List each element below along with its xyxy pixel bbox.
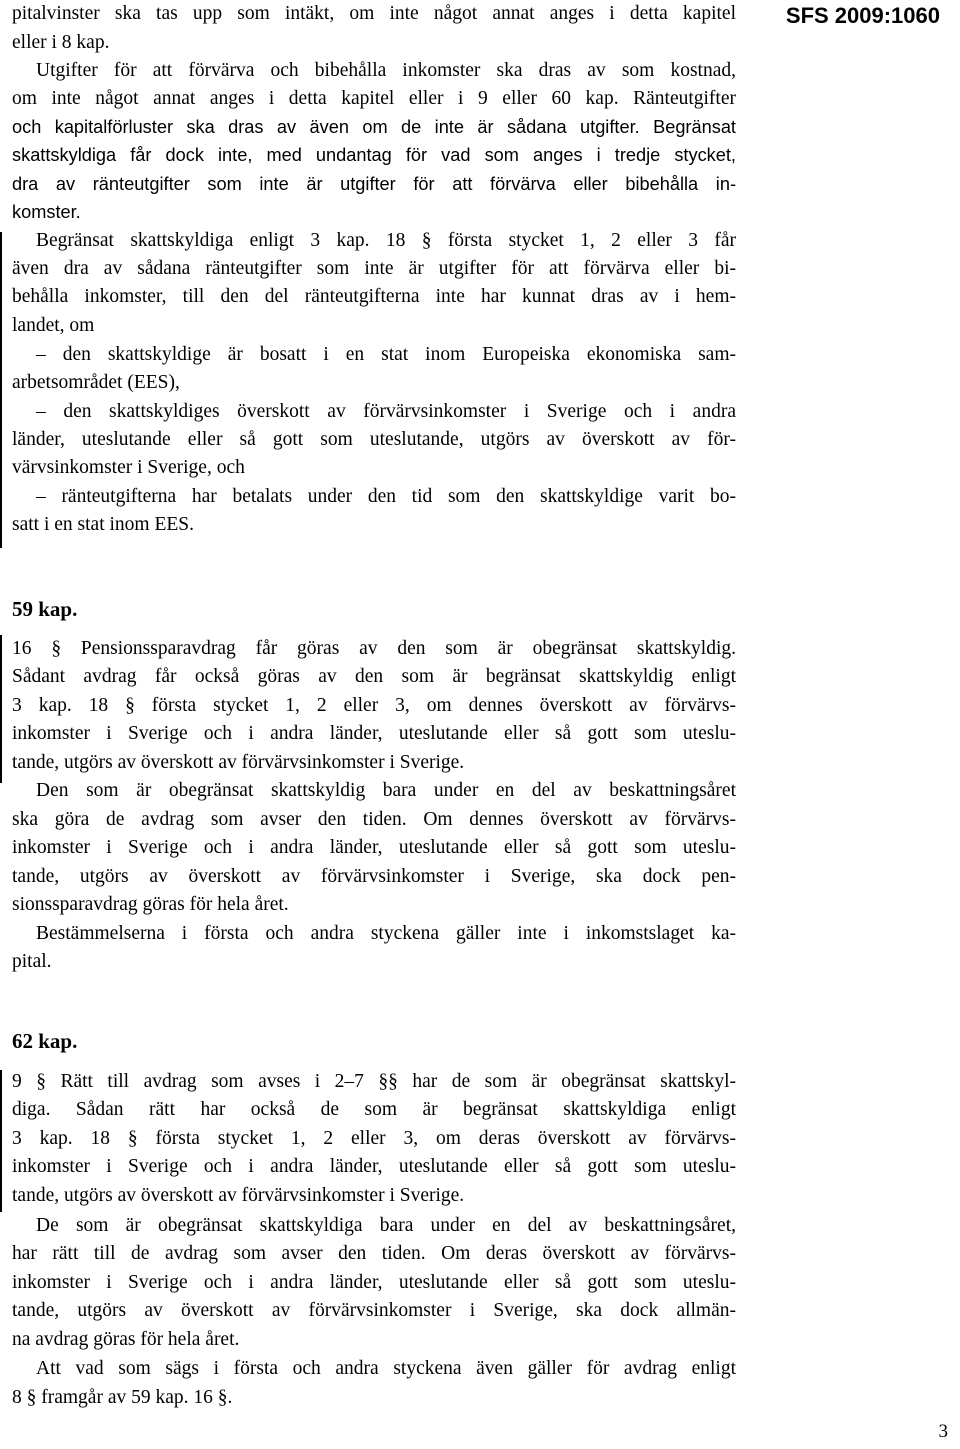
line-59-7: inkomster i Sverige och i andra länder, uteslutande eller så gott som uteslu- (12, 837, 736, 858)
line-top-6: dra av ränteutgifter som inte är utgifter för att förvärva eller bibehålla in- (12, 174, 736, 194)
line-59-8: tande, utgörs av överskott av förvärvsinkomster i Sverige, ska dock pen- (12, 866, 736, 887)
sfs-number: SFS 2009:1060 (785, 3, 940, 28)
change-bar (0, 635, 2, 783)
line-top-7: komster. (12, 202, 81, 222)
line-top-10: behålla inkomster, till den del ränteutgifterna inte har kunnat dras av i hem- (12, 286, 736, 307)
line-top-16: värvsinkomster i Sverige, och (12, 457, 245, 478)
change-bar (0, 1070, 2, 1212)
line-59-11: pital. (12, 951, 52, 972)
line-62-6: har rätt till de avdrag som avser den tiden. Om deras överskott av förvärvs- (12, 1243, 736, 1264)
line-62-0: 9 § Rätt till avdrag som avses i 2–7 §§ har de som är obegränsat skattskyl- (12, 1071, 736, 1092)
line-top-17: – ränteutgifterna har betalats under den tid som den skattskyldige varit bo- (36, 486, 736, 507)
line-59-4: tande, utgörs av överskott av förvärvsinkomster i Sverige. (12, 752, 465, 773)
line-top-2: Utgifter för att förvärva och bibehålla inkomster ska dras av som kostnad, (36, 60, 736, 81)
line-62-5: De som är obegränsat skattskyldiga bara under en del av beskattningsåret, (36, 1215, 736, 1236)
line-59-0: 16 § Pensionssparavdrag får göras av den som är obegränsat skattskyldig. (12, 638, 736, 659)
line-top-11: landet, om (12, 315, 95, 336)
line-top-4: och kapitalförluster ska dras av även om de inte är sådana utgifter. Begränsat (12, 117, 736, 137)
chapter-59-heading: 59 kap. (12, 597, 78, 621)
line-59-1: Sådant avdrag får också göras av den som är begränsat skattskyldig enligt (12, 666, 736, 687)
line-59-3: inkomster i Sverige och i andra länder, uteslutande eller så gott som uteslu- (12, 723, 736, 744)
page-number: 3 (938, 1421, 948, 1442)
line-62-11: 8 § framgår av 59 kap. 16 §. (12, 1387, 233, 1408)
change-bar (0, 232, 2, 548)
line-top-18: satt i en stat inom EES. (12, 514, 194, 535)
line-top-5: skattskyldiga får dock inte, med undantag för vad som anges i tredje stycket, (12, 145, 736, 165)
line-59-5: Den som är obegränsat skattskyldig bara under en del av beskattningsåret (36, 780, 736, 801)
line-top-0: pitalvinster ska tas upp som intäkt, om inte något annat anges i detta kapitel (12, 3, 736, 24)
line-top-13: arbetsområdet (EES), (12, 372, 180, 393)
line-top-15: länder, uteslutande eller så gott som uteslutande, utgörs av överskott av för- (12, 429, 736, 450)
line-top-12: – den skattskyldige är bosatt i en stat inom Europeiska ekonomiska sam- (36, 344, 736, 365)
line-62-7: inkomster i Sverige och i andra länder, uteslutande eller så gott som uteslu- (12, 1272, 736, 1293)
line-62-10: Att vad som sägs i första och andra styckena även gäller för avdrag enligt (36, 1358, 736, 1379)
line-top-8: Begränsat skattskyldiga enligt 3 kap. 18 § första stycket 1, 2 eller 3 får (36, 230, 736, 251)
line-top-14: – den skattskyldiges överskott av förvärvsinkomster i Sverige och i andra (36, 401, 736, 422)
line-59-9: sionssparavdrag göras för hela året. (12, 894, 289, 915)
line-59-6: ska göra de avdrag som avser den tiden. Om dennes överskott av förvärvs- (12, 809, 736, 830)
line-top-9: även dra av sådana ränteutgifter som inte är utgifter för att förvärva eller bi- (12, 258, 736, 279)
line-62-9: na avdrag göras för hela året. (12, 1329, 240, 1350)
line-59-2: 3 kap. 18 § första stycket 1, 2 eller 3, om dennes överskott av förvärvs- (12, 695, 736, 716)
line-59-10: Bestämmelserna i första och andra styckena gäller inte i inkomstslaget ka- (36, 923, 736, 944)
chapter-62-heading: 62 kap. (12, 1029, 78, 1053)
line-62-1: diga. Sådan rätt har också de som är begränsat skattskyldiga enligt (12, 1099, 736, 1120)
line-62-4: tande, utgörs av överskott av förvärvsinkomster i Sverige. (12, 1185, 465, 1206)
line-top-1: eller i 8 kap. (12, 32, 110, 53)
line-62-2: 3 kap. 18 § första stycket 1, 2 eller 3, om deras överskott av förvärvs- (12, 1128, 736, 1149)
line-62-3: inkomster i Sverige och i andra länder, uteslutande eller så gott som uteslu- (12, 1156, 736, 1177)
line-62-8: tande, utgörs av överskott av förvärvsinkomster i Sverige, ska dock allmän- (12, 1300, 736, 1321)
line-top-3: om inte något annat anges i detta kapitel eller i 9 eller 60 kap. Ränteutgifter (12, 88, 736, 109)
